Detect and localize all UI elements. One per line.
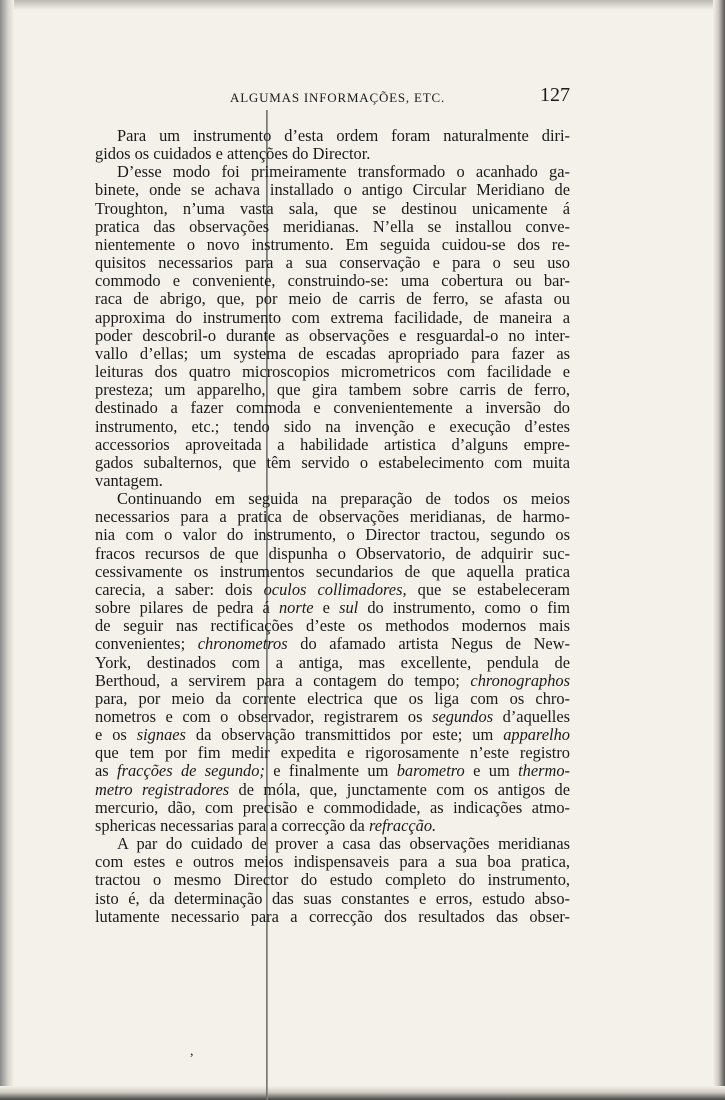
text-line: convenientes; chronometros do afamado artista Negus de New- <box>95 634 571 654</box>
text-line: binete, onde se achava installado o antigo Circular Meridiano de <box>95 180 570 200</box>
text-line: presteza; um apparelho, que gira tambem sobre carris de ferro, <box>95 380 570 400</box>
text-line: vantagem. <box>95 470 163 490</box>
text-line: gidos os cuidados e attenções do Director. <box>95 144 371 164</box>
text-line: Continuando em seguida na preparação de todos os meios <box>117 489 570 509</box>
text-line: nientemente o novo instrumento. Em seguida cuidou-se dos re- <box>95 234 570 254</box>
page-number: 127 <box>540 84 570 106</box>
text-line: lutamente necessario para a correcção dos resultados das obser- <box>95 906 570 926</box>
page-edge-top <box>0 0 725 10</box>
stray-ink-mark: , <box>190 1044 194 1059</box>
text-line: de seguir nas rectificações d’este os methodos modernos mais <box>95 616 570 636</box>
text-line: vallo d’ellas; um systema de escadas apropriado para fazer as <box>95 343 570 363</box>
text-line: carecia, a saber: dois oculos collimadores, que se estabeleceram <box>95 579 570 599</box>
text-line: nometros e com o observador, registrarem os segundos d’aquelles <box>95 707 570 726</box>
text-line: Para um instrumento d’esta ordem foram naturalmente diri- <box>117 126 570 145</box>
text-line: isto é, da determinação das suas constantes e erros, estudo abso- <box>95 888 570 908</box>
page-edge-left <box>0 0 14 1100</box>
text-line: A par do cuidado de prover a casa das observações meridianas <box>117 834 570 854</box>
running-title: ALGUMAS INFORMAÇÕES, ETC. <box>230 90 446 105</box>
text-line: accessorios aproveitada a habilidade artistica d’alguns empre- <box>95 434 570 454</box>
text-line: D’esse modo foi primeiramente transformado o acanhado ga- <box>117 162 570 182</box>
text-line: gados subalternos, que têm servido o estabelecimento com muita <box>95 452 570 472</box>
text-line: fracos recursos de que dispunha o Observatorio, de adquirir suc- <box>95 543 570 563</box>
text-line: instrumento, etc.; tendo sido na invenção e execução d’estes <box>95 416 570 436</box>
text-line: Berthoud, a servirem para a contagem do tempo; chronographos <box>95 670 570 690</box>
text-line: nia com o valor do instrumento, o Director tractou, segundo os <box>95 525 570 545</box>
text-line: as fracções de segundo; e finalmente um barometro e um thermo- <box>95 761 571 781</box>
text-line: York, destinados com a antiga, mas excellente, pendula de <box>95 652 570 672</box>
text-line: com estes e outros meios indispensaveis para a sua boa pratica, <box>95 852 570 872</box>
text-line: approxima do instrumento com extrema facilidade, de maneira a <box>95 307 570 327</box>
text-line: destinado a fazer commoda e convenientemente a inversão do <box>95 398 570 418</box>
text-line: Troughton, n’uma vasta sala, que se destinou unicamente á <box>95 198 570 218</box>
text-line: raca de abrigo, que, por meio de carris de ferro, se afasta ou <box>95 289 570 309</box>
body-text <box>95 127 570 926</box>
text-line: cessivamente os instrumentos secundarios de que aquella pratica <box>95 561 570 581</box>
text-line: e os signaes da observação transmittidos por este; um apparelho <box>95 725 570 745</box>
text-line: tractou o mesmo Director do estudo completo do instrumento, <box>95 870 570 890</box>
text-line: mercurio, dão, com precisão e commodidade, as indicações atmo- <box>95 797 570 817</box>
text-line: quisitos necessarios para a sua conservação e para o seu uso <box>95 253 570 273</box>
text-line: sobre pilares de pedra á norte e sul do instrumento, como o fim <box>95 598 570 618</box>
text-line: sphericas necessarias para a correcção da refracção. <box>95 815 437 835</box>
page-edge-right <box>713 0 725 1100</box>
text-line: poder descobril-o durante as observações e resguardal-o no inter- <box>95 325 570 345</box>
text-line: que tem por fim medir expedita e rigorosamente n’este registro <box>95 743 570 763</box>
page-edge-bottom <box>0 1086 725 1100</box>
text-line: leituras dos quatro microscopios micrometricos com facilidade e <box>95 362 570 382</box>
text-line: para, por meio da corrente electrica que os liga com os chro- <box>95 688 570 708</box>
text-line: commodo e conveniente, construindo-se: uma cobertura ou bar- <box>95 271 570 291</box>
text-line: pratica das observações meridianas. N’ella se installou conve- <box>95 216 570 236</box>
text-line: necessarios para a pratica de observações meridianas, de harmo- <box>95 507 570 527</box>
page-header <box>96 84 572 114</box>
text-line: metro registradores de móla, que, junctamente com os antigos de <box>95 779 571 799</box>
